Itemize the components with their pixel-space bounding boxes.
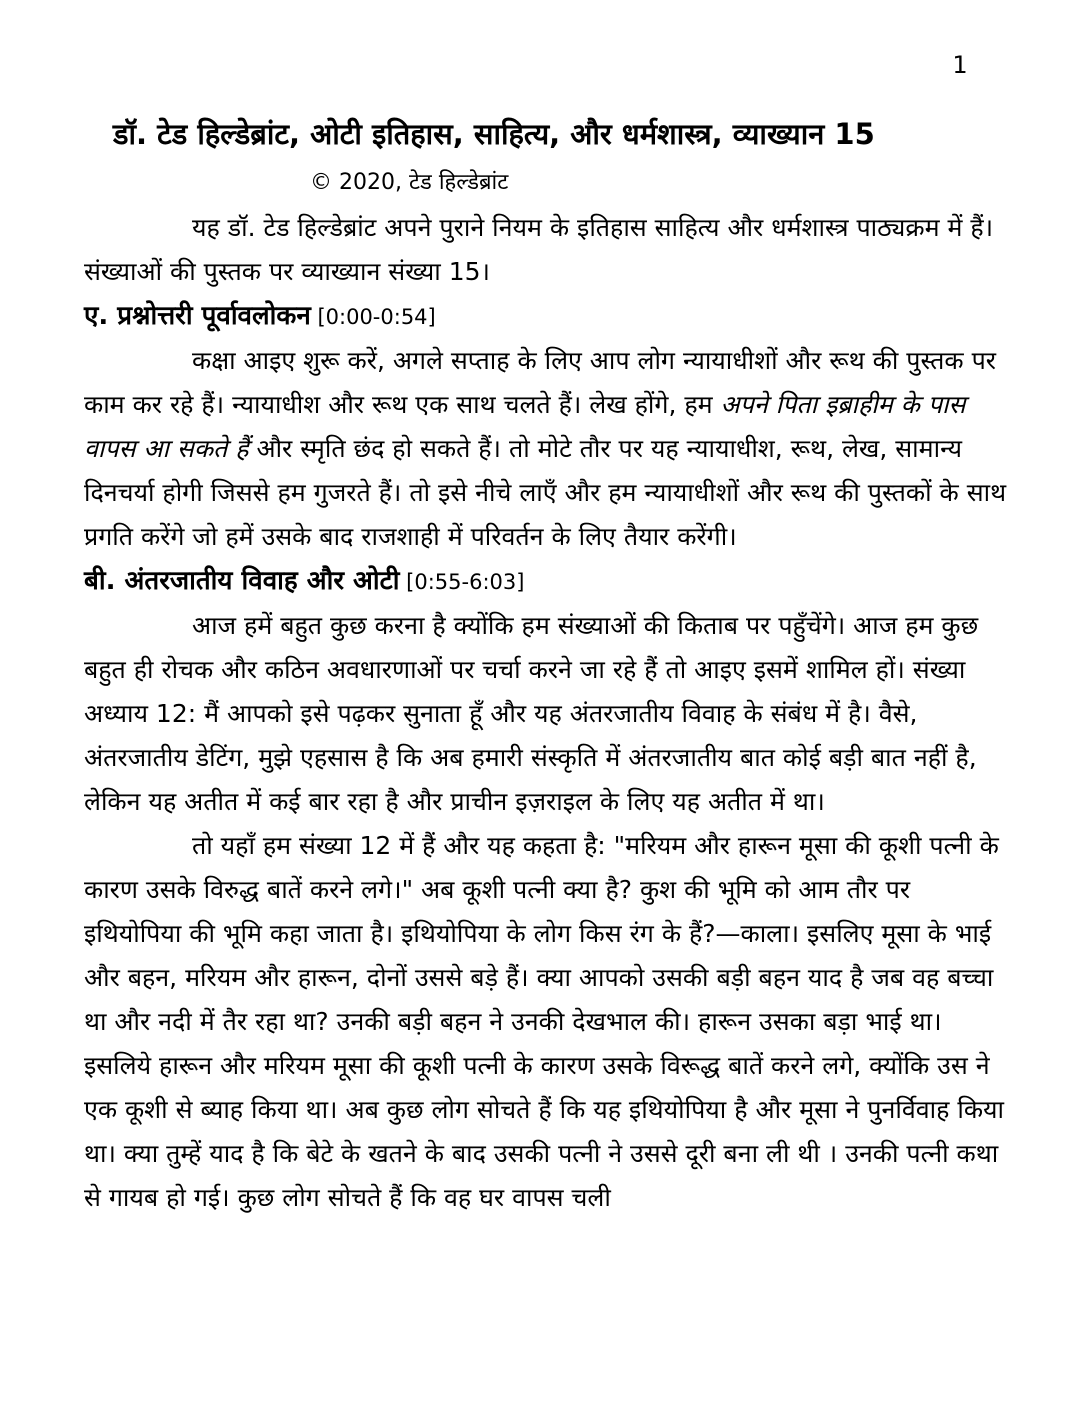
paragraph	[84, 604, 1008, 824]
section-heading-timestamp: [0:00-0:54]	[310, 305, 436, 329]
section-heading-timestamp: [0:55-6:03]	[399, 570, 525, 594]
section-heading	[84, 559, 1008, 604]
paragraph-text: कक्षा आइए शुरू करें, अगले सप्ताह के लिए आप लोग न्यायाधीशों और रूथ की पुस्तक पर काम कर रहे हैं। न्यायाधीश और रूथ एक साथ चलते हैं। लेख होंगे, हम	[84, 346, 997, 419]
document-title: डॉ. टेड हिल्डेब्रांट, ओटी इतिहास, साहित्य, और धर्मशास्त्र, व्याख्यान 15	[113, 117, 875, 151]
paragraph	[84, 824, 1008, 1220]
paragraph-text: और स्मृति छंद हो सकते हैं। तो मोटे तौर पर यह न्यायाधीश, रूथ, लेख, सामान्य दिनचर्या होगी जिससे हम गुजरते हैं। तो इसे नीचे लाएँ और हम न्यायाधीशों और रूथ की पुस्तकों के साथ प्रगति करेंगे जो हमें उसके बाद राजशाही में परिवर्तन के लिए तैयार करेंगी।	[84, 434, 1007, 551]
section-heading-label: बी. अंतरजातीय विवाह और ओटी	[84, 566, 400, 596]
paragraph	[84, 206, 1008, 294]
paragraph-text: तो यहाँ हम संख्या 12 में हैं और यह कहता है: "मरियम और हारून मूसा की कूशी पत्नी के कारण उसके विरुद्ध बातें करने लगे।" अब कूशी पत्नी क्या है? कुश की भूमि को आम तौर पर इथियोपिया की भूमि कहा जाता है। इथियोपिया के लोग किस रंग के हैं?—काला। इसलिए मूसा के भाई और बहन, मरियम और हारून, दोनों उससे बड़े हैं। क्या आपको उसकी बड़ी बहन याद है जब वह बच्चा था और नदी में तैर रहा था? उनकी बड़ी बहन ने उनकी देखभाल की। हारून उसका बड़ा भाई था। इसलिये हारून और मरियम मूसा की कूशी पत्नी के कारण उसके विरूद्ध बातें करने लगे, क्योंकि उस ने एक कूशी से ब्याह किया था। अब कुछ लोग सोचते हैं कि यह इथियोपिया है और मूसा ने पुनर्विवाह किया था। क्या तुम्हें याद है कि बेटे के खतने के बाद उसकी पत्नी ने उससे दूरी बना ली थी । उनकी पत्नी कथा से गायब हो गई। कुछ लोग सोचते हैं कि वह घर वापस चली	[84, 831, 1004, 1212]
document-content	[84, 206, 1008, 1220]
page-number: 1	[952, 51, 968, 79]
paragraph-text: आज हमें बहुत कुछ करना है क्योंकि हम संख्याओं की किताब पर पहुँचेंगे। आज हम कुछ बहुत ही रोचक और कठिन अवधारणाओं पर चर्चा करने जा रहे हैं तो आइए इसमें शामिल हों। संख्या अध्याय 12: मैं आपको इसे पढ़कर सुनाता हूँ और यह अंतरजातीय विवाह के संबंध में है। वैसे, अंतरजातीय डेटिंग, मुझे एहसास है कि अब हमारी संस्कृति में अंतरजातीय बात कोई बड़ी बात नहीं है, लेकिन यह अतीत में कई बार रहा है और प्राचीन इज़राइल के लिए यह अतीत में था।	[84, 611, 979, 816]
paragraph	[84, 339, 1008, 559]
section-heading	[84, 294, 1008, 339]
section-heading-label: ए. प्रश्नोत्तरी पूर्वावलोकन	[84, 301, 311, 331]
paragraph-text: यह डॉ. टेड हिल्डेब्रांट अपने पुराने नियम के इतिहास साहित्य और धर्मशास्त्र पाठ्यक्रम में हैं। संख्याओं की पुस्तक पर व्याख्यान संख्या 15।	[84, 213, 994, 286]
document-body	[84, 108, 1008, 1220]
paragraph-text-italic: अपने पिता इब्राहीम के पास वापस आ सकते हैं	[84, 390, 966, 463]
copyright-line: © 2020, टेड हिल्डेब्रांट	[310, 170, 509, 195]
